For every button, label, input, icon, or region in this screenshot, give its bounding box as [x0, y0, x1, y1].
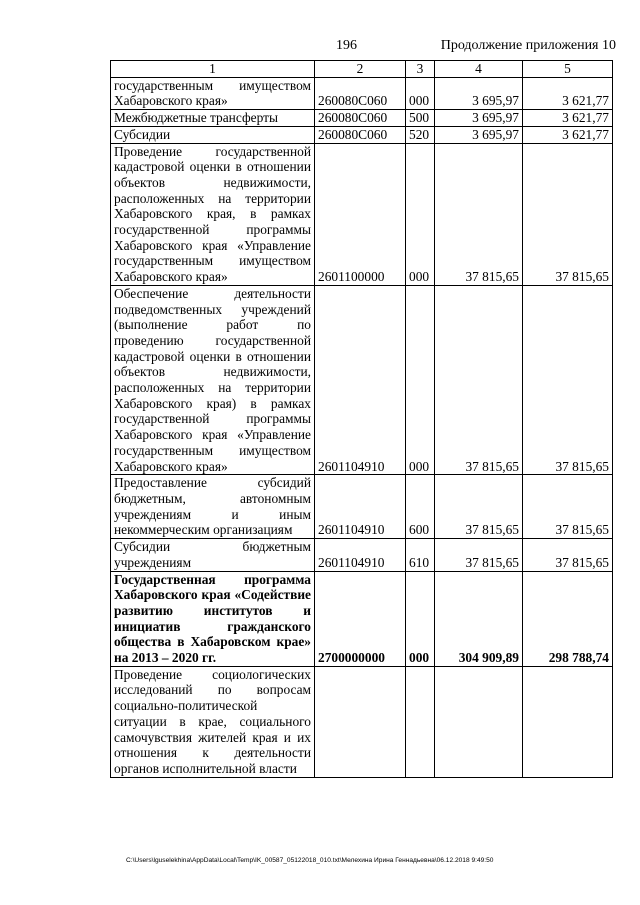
table-row	[111, 571, 613, 666]
cell-val1: 3 695,97	[435, 126, 523, 143]
cell-val2: 37 815,65	[523, 285, 613, 474]
cell-name: государственным имуществом Хабаровского края»	[111, 77, 315, 109]
table-row	[111, 126, 613, 143]
cell-val2: 3 621,77	[523, 77, 613, 109]
cell-vr: 000	[406, 143, 435, 285]
cell-code: 2601104910	[315, 475, 406, 539]
cell-name: Государственная программа Хабаровского края «Содействие развитию институтов и инициатив гражданского общества в Хабаровском крае» на 2013 – 2020 гг.	[111, 571, 315, 666]
cell-vr: 600	[406, 475, 435, 539]
cell-val2: 37 815,65	[523, 143, 613, 285]
table-row	[111, 475, 613, 539]
cell-name: Субсидии	[111, 126, 315, 143]
cell-vr: 610	[406, 539, 435, 571]
budget-table	[110, 60, 613, 778]
cell-val1: 37 815,65	[435, 285, 523, 474]
cell-vr: 000	[406, 285, 435, 474]
file-path-footer: C:\Users\lguselekhina\AppData\Local\Temp\IK_00587_05122018_010.txt\Мелехина Ирина Геннадьевна\06.12.2018 9:49:50	[126, 857, 494, 864]
cell-val2: 37 815,65	[523, 475, 613, 539]
cell-code	[315, 666, 406, 777]
cell-name: Обеспечение деятельности подведомственных учреждений (выполнение работ по проведению государственной кадастровой оценки в отношении объектов недвижимости, расположенных на территории Хабаровского края) в рамках государственной программы Хабаровского края «Управление государственным имуществом Хабаровского края»	[111, 285, 315, 474]
cell-name: Проведение государственной кадастровой оценки в отношении объектов недвижимости, расположенных на территории Хабаровского края, в рамках государственной программы Хабаровского края «Управление государственным имуществом Хабаровского края»	[111, 143, 315, 285]
cell-code: 260080С060	[315, 126, 406, 143]
column-number-cell: 5	[523, 61, 613, 78]
table-row	[111, 143, 613, 285]
cell-val1: 37 815,65	[435, 539, 523, 571]
cell-code: 2601100000	[315, 143, 406, 285]
table-row	[111, 539, 613, 571]
table-row	[111, 285, 613, 474]
cell-code: 2601104910	[315, 539, 406, 571]
cell-val2: 3 621,77	[523, 110, 613, 127]
appendix-continuation-label: Продолжение приложения 10	[440, 38, 616, 53]
cell-val1: 37 815,65	[435, 475, 523, 539]
cell-val1: 304 909,89	[435, 571, 523, 666]
cell-val1: 37 815,65	[435, 143, 523, 285]
cell-vr: 500	[406, 110, 435, 127]
page-number: 196	[336, 38, 357, 53]
cell-val2: 3 621,77	[523, 126, 613, 143]
cell-vr: 520	[406, 126, 435, 143]
cell-val1: 3 695,97	[435, 110, 523, 127]
column-number-cell: 2	[315, 61, 406, 78]
budget-table-body	[111, 61, 613, 778]
cell-code: 260080С060	[315, 110, 406, 127]
table-row	[111, 110, 613, 127]
column-number-row	[111, 61, 613, 78]
cell-vr: 000	[406, 571, 435, 666]
cell-code: 260080С060	[315, 77, 406, 109]
column-number-cell: 3	[406, 61, 435, 78]
table-row	[111, 666, 613, 777]
cell-val1: 3 695,97	[435, 77, 523, 109]
cell-name: Проведение социологических исследований по вопросам социально-политической ситуации в крае, социального самочувствия жителей края и их отношения к деятельности органов исполнительной власти	[111, 666, 315, 777]
cell-vr: 000	[406, 77, 435, 109]
table-row	[111, 77, 613, 109]
cell-val2: 37 815,65	[523, 539, 613, 571]
cell-code: 2601104910	[315, 285, 406, 474]
cell-name: Межбюджетные трансферты	[111, 110, 315, 127]
column-number-cell: 4	[435, 61, 523, 78]
cell-name: Субсидии бюджетным учреждениям	[111, 539, 315, 571]
column-number-cell: 1	[111, 61, 315, 78]
cell-vr	[406, 666, 435, 777]
cell-code: 2700000000	[315, 571, 406, 666]
cell-name: Предоставление субсидий бюджетным, автономным учреждениям и иным некоммерческим организациям	[111, 475, 315, 539]
cell-val2	[523, 666, 613, 777]
cell-val2: 298 788,74	[523, 571, 613, 666]
cell-val1	[435, 666, 523, 777]
